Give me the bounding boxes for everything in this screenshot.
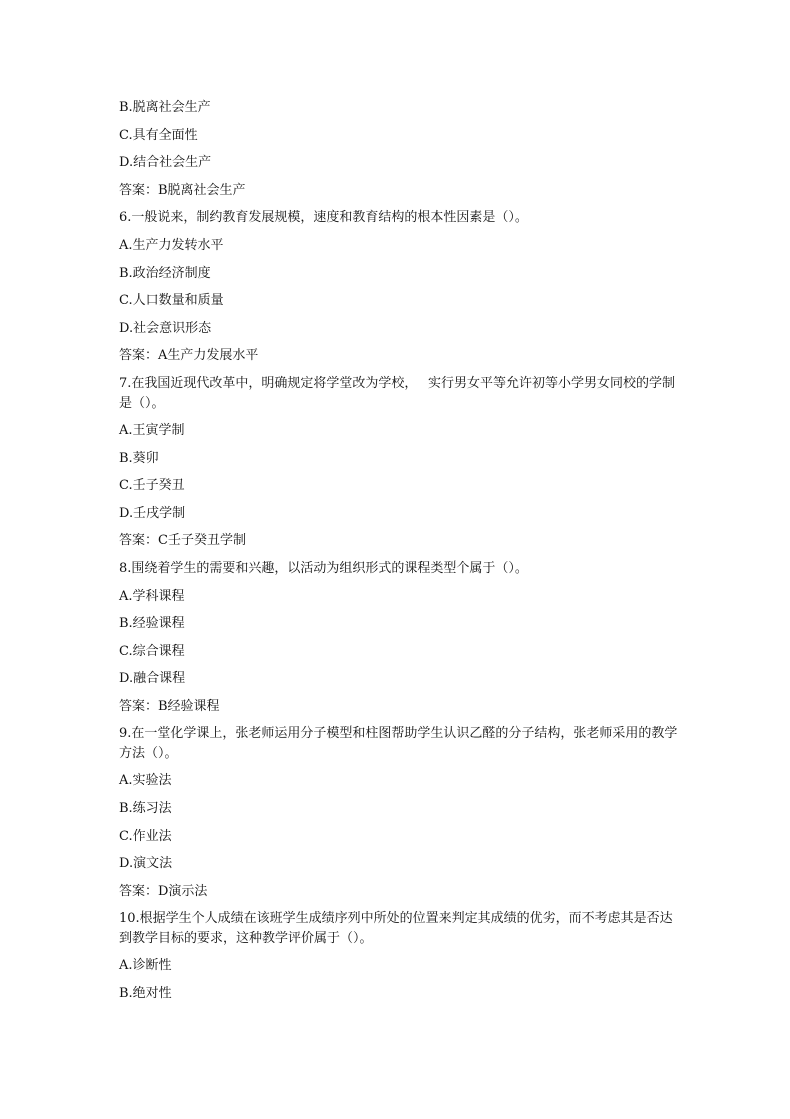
option-b: B.政治经济制度 bbox=[119, 265, 211, 281]
option-a: A.诊断性 bbox=[119, 958, 172, 974]
option-c: C.具有全面性 bbox=[119, 127, 198, 143]
question-text: 8.围绕着学生的需要和兴趣，以活动为组织形式的课程类型个属于（）。 bbox=[119, 560, 528, 576]
answer-line: 答案：A生产力发展水平 bbox=[119, 348, 259, 364]
option-a: A.实验法 bbox=[119, 773, 172, 789]
question-9-block bbox=[119, 720, 679, 905]
option-b: B.葵卯 bbox=[119, 450, 159, 466]
question-6-block bbox=[119, 204, 679, 370]
option-a: A.王寅学制 bbox=[119, 422, 185, 438]
document-content bbox=[119, 94, 679, 1008]
option-b: B.经验课程 bbox=[119, 616, 185, 632]
answer-line: 答案：C壬子癸丑学制 bbox=[119, 533, 246, 549]
question-text: 10.根据学生个人成绩在该班学生成绩序列中所处的位置来判定其成绩的优劣，而不考虑其是否达到教学目标的要求，这种教学评价属于（）。 bbox=[119, 911, 673, 947]
option-c: C.作业法 bbox=[119, 828, 172, 844]
question-text: 7.在我国近现代改革中，明确规定将学堂改为学校， 实行男女平等允许初等小学男女同校的学制是（）。 bbox=[119, 375, 676, 411]
option-d: D.结合社会生产 bbox=[119, 155, 212, 171]
option-c: C.综合课程 bbox=[119, 643, 185, 659]
option-d: D.社会意识形态 bbox=[119, 320, 212, 336]
option-d: D.演文法 bbox=[119, 856, 173, 872]
question-7-block bbox=[119, 370, 679, 555]
option-c: C.人口数量和质量 bbox=[119, 293, 224, 309]
question-text: 9.在一堂化学课上，张老师运用分子模型和柱图帮助学生认识乙醛的分子结构，张老师采用的教学方法（）。 bbox=[119, 726, 678, 762]
question-text: 6.一般说来，制约教育发展规模，速度和教育结构的根本性因素是（）。 bbox=[119, 210, 528, 226]
answer-line: 答案：B经验课程 bbox=[119, 698, 220, 714]
answer-line: 答案：B脱离社会生产 bbox=[119, 182, 246, 198]
option-b: B.脱离社会生产 bbox=[119, 100, 211, 115]
question-10-block bbox=[119, 905, 679, 1007]
question-8-block bbox=[119, 555, 679, 721]
option-b: B.练习法 bbox=[119, 801, 172, 817]
option-a: A.生产力发转水平 bbox=[119, 237, 224, 253]
option-b: B.绝对性 bbox=[119, 986, 172, 1002]
option-d: D.融合课程 bbox=[119, 671, 186, 687]
answer-line: 答案：D演示法 bbox=[119, 883, 208, 899]
option-a: A.学科课程 bbox=[119, 588, 185, 604]
option-c: C.壬子癸丑 bbox=[119, 478, 185, 494]
option-d: D.壬戌学制 bbox=[119, 505, 186, 521]
question-5-block bbox=[119, 94, 679, 204]
